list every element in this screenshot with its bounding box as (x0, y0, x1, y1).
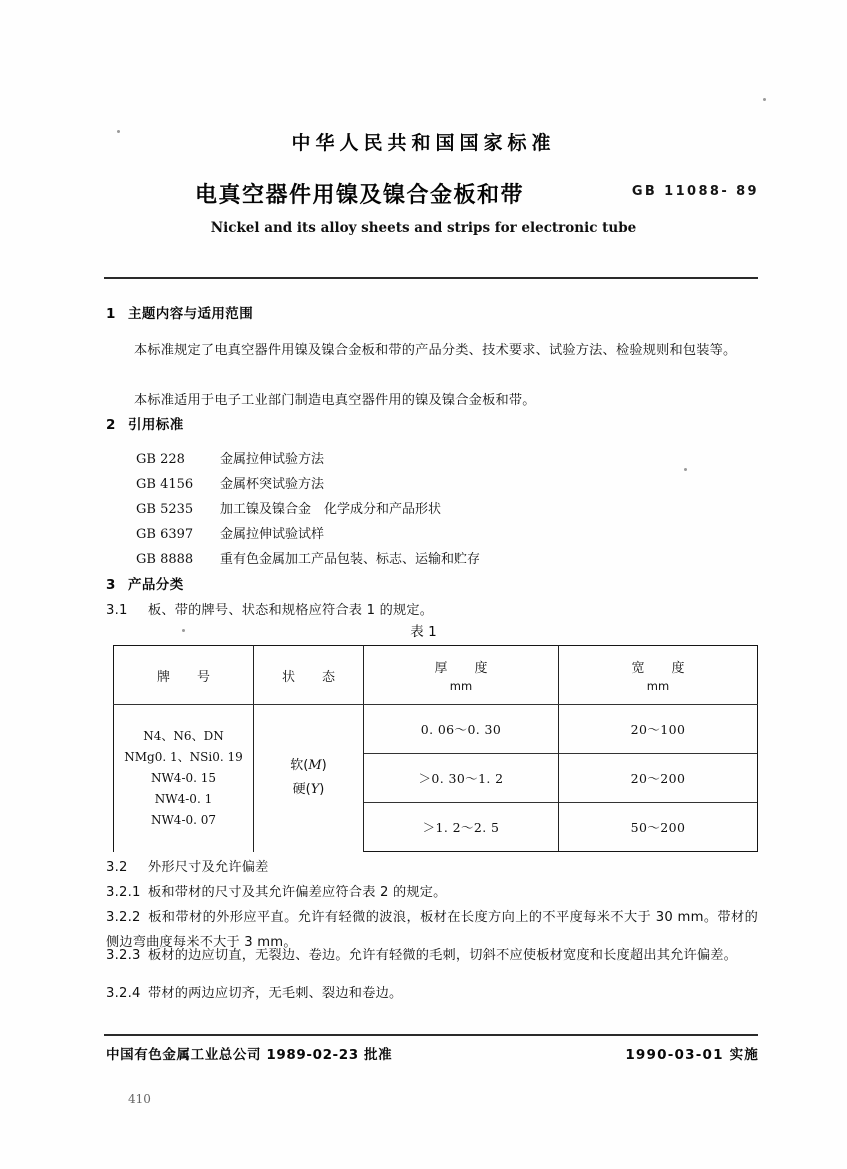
scan-speck (763, 98, 766, 101)
section-1-heading (106, 302, 253, 322)
section-2-title: 引用标准 (128, 417, 184, 433)
clause-3-2-4-text: 带材的两边应切齐，无毛刺、裂边和卷边。 (148, 986, 403, 1001)
clause-3-2-1 (106, 880, 758, 905)
table-header-thickness-label: 厚 度 (434, 661, 495, 676)
page-title: 电真空器件用镍及镍合金板和带 (195, 183, 525, 208)
state-hard-label: 硬( (292, 782, 311, 798)
table-cell-grades (114, 705, 254, 852)
table-header-width-label: 宽 度 (631, 661, 692, 676)
clause-3-2-number: 3.2 (106, 860, 128, 875)
grade-line: NW4-0. 15 (150, 770, 217, 785)
table-1-caption: 表 1 (410, 624, 437, 640)
clause-3-2-3 (106, 943, 758, 968)
national-standard-label: 中华人民共和国国家标准 (291, 132, 556, 154)
table-cell-thickness (364, 803, 559, 852)
grade-line: N4、N6、DN (143, 728, 224, 743)
reference-code: GB 228 (136, 452, 185, 467)
approval-statement: 中国有色金属工业总公司 1989-02-23 批准 (106, 1047, 393, 1063)
table-1-wrapper (113, 645, 757, 852)
section-1-paragraph-2: 本标准适用于电子工业部门制造电真空器件用的镍及镍合金板和带。 (134, 393, 536, 408)
table-header-cell-state (254, 646, 364, 705)
table-cell-width (559, 705, 758, 754)
width-value: 20～200 (630, 771, 686, 786)
reference-name: 金属拉伸试验试样 (220, 527, 325, 542)
table-1 (113, 645, 758, 852)
section-3-title: 产品分类 (128, 577, 184, 593)
clause-3-2-3-number: 3.2.3 (106, 948, 141, 963)
reference-item (136, 498, 441, 517)
scan-speck (684, 468, 687, 471)
clause-3-2-4-number: 3.2.4 (106, 986, 141, 1001)
table-cell-states (254, 705, 364, 852)
table-cell-width (559, 803, 758, 852)
thickness-value: 0. 06～0. 30 (420, 722, 502, 737)
standard-number: GB 11088- 89 (631, 184, 759, 199)
page-title-english: Nickel and its alloy sheets and strips for electronic tube (210, 220, 637, 236)
section-3-heading (106, 573, 184, 593)
clause-3-2-2-text: 板和带材的外形应平直。允许有轻微的波浪，板材在长度方向上的不平度每米不大于 30 mm。带材的侧边弯曲度每米不大于 3 mm。 (106, 910, 758, 950)
reference-item (136, 548, 480, 567)
width-value: 20～100 (630, 722, 686, 737)
footer-divider (104, 1034, 758, 1036)
grade-line: NW4-0. 1 (154, 791, 213, 806)
table-header-state-label: 状 态 (281, 669, 342, 685)
clause-3-2-4 (106, 981, 758, 1006)
clause-3-2-2-number: 3.2.2 (106, 910, 141, 925)
table-header-thickness-unit: mm (449, 679, 473, 693)
clause-3-2-3-text: 板材的边应切直，无裂边、卷边。允许有轻微的毛刺，切斜不应使板材宽度和长度超出其允许偏差。 (148, 948, 738, 963)
title-row (110, 178, 759, 212)
reference-code: GB 8888 (136, 552, 194, 567)
state-hard: 硬(Y) (292, 782, 325, 798)
table-header-grade-label: 牌 号 (156, 669, 217, 685)
reference-code: GB 5235 (136, 502, 194, 517)
section-3-number: 3 (106, 577, 116, 593)
table-header-row (114, 646, 758, 705)
width-value: 50～200 (630, 820, 686, 835)
clause-3-2-1-number: 3.2.1 (106, 885, 141, 900)
reference-name: 金属杯突试验方法 (220, 477, 325, 492)
page-number: 410 (128, 1092, 151, 1106)
state-soft-label: 软( (290, 758, 309, 774)
thickness-value: ＞1. 2～2. 5 (422, 820, 500, 835)
table-header-cell-grade (114, 646, 254, 705)
state-soft: 软(M) (290, 758, 327, 774)
table-header-width-unit: mm (646, 679, 670, 693)
thickness-value: ＞0. 30～1. 2 (418, 771, 504, 786)
clause-3-2 (106, 855, 758, 880)
grade-line: NMg0. 1、NSi0. 19 (124, 749, 243, 764)
reference-code: GB 4156 (136, 477, 194, 492)
state-hard-code: Y (310, 782, 320, 798)
table-header-cell-width (559, 646, 758, 705)
section-1-number: 1 (106, 306, 116, 322)
clause-3-2-text: 外形尺寸及允许偏差 (148, 860, 269, 875)
section-2-number: 2 (106, 417, 116, 433)
clause-3-1-text: 板、带的牌号、状态和规格应符合表 1 的规定。 (148, 603, 434, 618)
clause-3-1-number: 3.1 (106, 603, 128, 618)
reference-name: 金属拉伸试验方法 (220, 452, 325, 467)
section-1-paragraph-1: 本标准规定了电真空器件用镍及镍合金板和带的产品分类、技术要求、试验方法、检验规则和包装等。 (134, 343, 737, 358)
section-2-heading (106, 413, 184, 433)
clause-3-2-1-text: 板和带材的尺寸及其允许偏差应符合表 2 的规定。 (148, 885, 447, 900)
table-header-cell-thickness (364, 646, 559, 705)
reference-code: GB 6397 (136, 527, 194, 542)
implementation-statement: 1990-03-01 实施 (625, 1047, 759, 1063)
reference-item (136, 448, 324, 467)
table-cell-width (559, 754, 758, 803)
grade-line: NW4-0. 07 (150, 812, 217, 827)
reference-name: 加工镍及镍合金 化学成分和产品形状 (220, 502, 442, 517)
reference-name: 重有色金属加工产品包装、标志、运输和贮存 (220, 552, 481, 567)
state-soft-code: M (308, 758, 322, 774)
reference-item (136, 473, 324, 492)
table-cell-thickness (364, 705, 559, 754)
reference-item (136, 523, 324, 542)
section-1-title: 主题内容与适用范围 (128, 306, 254, 322)
table-cell-thickness (364, 754, 559, 803)
table-row (114, 705, 758, 754)
header-divider (104, 277, 758, 279)
